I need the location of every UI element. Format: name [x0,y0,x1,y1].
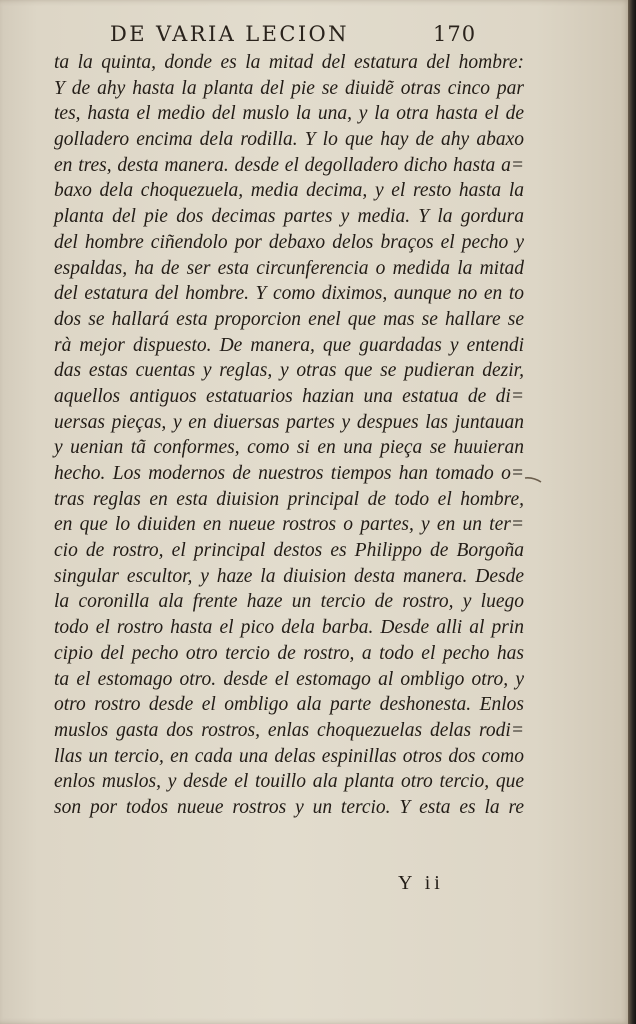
text-line: ta la quinta, donde es la mitad del estatura del hombre: [54,52,524,73]
text-line: todo el rostro hasta el pico dela barba. Desde alli al prin [54,617,524,639]
text-line: baxo dela choquezuela, media decima, y el resto hasta la [54,180,524,202]
text-line: golladero encima dela rodilla. Y lo que hay de ahy abaxo [54,129,524,151]
text-line: das estas cuentas y reglas, y otras que se pudieran dezir, [54,360,524,382]
text-line: hecho. Los modernos de nuestros tiempos han tomado o= [54,463,524,484]
page-header [0,14,630,54]
text-line: singular escultor, y haze la diuision desta manera. Desde [54,565,524,587]
text-line: tes, hasta el medio del muslo la una, y la otra hasta el de [54,103,524,125]
signature-mark: Y ii [398,872,444,894]
text-line: del estatura del hombre. Y como diximos, aunque no en to [54,283,524,305]
text-line: cio de rostro, el principal destos es Philippo de Borgoña [54,540,524,562]
text-line: la coronilla ala frente haze un tercio de rostro, y luego [54,591,524,613]
text-line: planta del pie dos decimas partes y media. Y la gordura [54,206,524,228]
margin-stroke-icon [524,474,542,484]
text-line: espaldas, ha de ser esta circunferencia o medida la mitad [54,257,524,279]
text-line: llas un tercio, en cada una delas espinillas otros dos como [54,745,524,767]
text-line: ta el estomago otro. desde el estomago al ombligo otro, y [54,668,524,690]
text-line: aquellos antiguos estatuarios hazian una estatua de di= [54,385,524,407]
body-text [54,50,524,821]
page-number: 170 [433,22,477,46]
running-title: DE VARIA LECION [110,22,349,46]
text-line: enlos muslos, y desde el touillo ala planta otro tercio, que [54,771,524,793]
text-line: cipio del pecho otro tercio de rostro, a todo el pecho has [54,642,524,664]
page-edge [628,0,636,1024]
text-line: son por todos nueue rostros y un tercio. Y esta es la re [54,796,524,818]
text-line: dos se hallará esta proporcion enel que mas se hallare se [54,308,524,330]
text-line: rà mejor dispuesto. De manera, que guardadas y entendi [54,334,524,356]
text-line: y uenian tã conformes, como si en una pieça se huuieran [54,437,524,459]
text-line: en tres, desta manera. desde el degolladero dicho hasta a= [54,154,524,176]
text-line: en que lo diuiden en nueue rostros o partes, y en un ter= [54,514,524,536]
text-line: muslos gasta dos rostros, enlas choquezuelas delas rodi= [54,719,524,741]
text-line: del hombre ciñendolo por debaxo delos braços el pecho y [54,231,524,253]
text-line: tras reglas en esta diuision principal de todo el hombre, [54,488,524,510]
text-line: otro rostro desde el ombligo ala parte deshonesta. Enlos [54,694,524,716]
text-line: Y de ahy hasta la planta del pie se diuidẽ otras cinco par [54,77,524,99]
text-line: uersas pieças, y en diuersas partes y despues las juntauan [54,411,524,433]
